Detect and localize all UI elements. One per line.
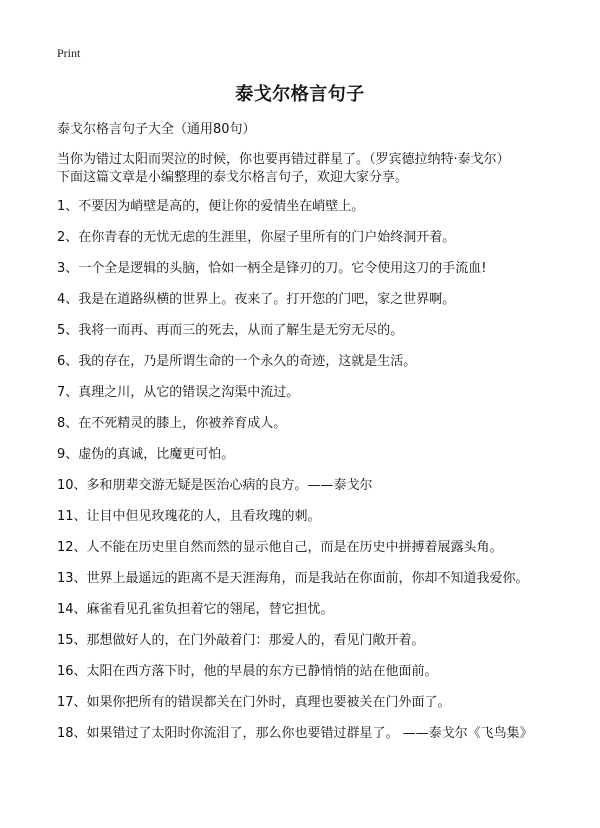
intro-line-2: 下面这篇文章是小编整理的泰戈尔格言句子，欢迎大家分享。 xyxy=(57,170,409,185)
quote-item: 13、世界上最遥远的距离不是天涯海角，而是我站在你面前，你却不知道我爱你。 xyxy=(57,571,529,586)
quote-item: 16、太阳在西方落下时，他的早晨的东方已静悄悄的站在他面前。 xyxy=(57,664,438,679)
quote-item: 4、我是在道路纵横的世界上。夜来了。打开您的门吧，家之世界啊。 xyxy=(57,292,456,307)
page-title: 泰戈尔格言句子 xyxy=(235,84,365,105)
quote-item: 7、真理之川，从它的错误之沟渠中流过。 xyxy=(57,385,300,400)
quote-item: 5、我将一而再、再而三的死去，从而了解生是无穷无尽的。 xyxy=(57,323,404,338)
quote-item: 18、如果错过了太阳时你流泪了，那么你也要错过群星了。 ——泰戈尔《飞鸟集》 xyxy=(57,726,533,741)
quote-item: 8、在不死精灵的膝上，你被养育成人。 xyxy=(57,416,287,431)
quote-item: 3、一个全是逻辑的头脑，恰如一柄全是锋刃的刀。它令使用这刀的手流血! xyxy=(57,261,487,276)
intro-line-1: 当你为错过太阳而哭泣的时候，你也要再错过群星了。（罗宾德拉纳特·泰戈尔） xyxy=(57,152,510,167)
quote-item: 10、多和朋辈交游无疑是医治心病的良方。——泰戈尔 xyxy=(57,478,373,493)
quote-item: 2、在你青春的无忧无虑的生涯里，你屋子里所有的门户始终洞开着。 xyxy=(57,230,456,245)
print-link[interactable]: Print xyxy=(57,46,81,60)
quote-item: 6、我的存在，乃是所谓生命的一个永久的奇迹，这就是生活。 xyxy=(57,354,417,369)
quote-item: 14、麻雀看见孔雀负担着它的翎尾，替它担忧。 xyxy=(57,602,334,617)
quote-item: 15、那想做好人的，在门外敲着门：那爱人的，看见门敞开着。 xyxy=(57,633,425,648)
quote-item: 12、人不能在历史里自然而然的显示他自己，而是在历史中拼搏着展露头角。 xyxy=(57,540,503,555)
intro-paragraph xyxy=(57,151,557,187)
quote-item: 17、如果你把所有的错误都关在门外时，真理也要被关在门外面了。 xyxy=(57,695,451,710)
quote-item: 9、虚伪的真诚，比魔更可怕。 xyxy=(57,447,235,462)
quote-item: 1、不要因为峭壁是高的，便让你的爱情坐在峭壁上。 xyxy=(57,199,365,214)
article-subtitle: 泰戈尔格言句子大全（通用80句） xyxy=(57,122,256,137)
quote-list xyxy=(57,198,557,743)
quote-item: 11、让目中但见玫瑰花的人，且看玫瑰的刺。 xyxy=(57,509,321,524)
